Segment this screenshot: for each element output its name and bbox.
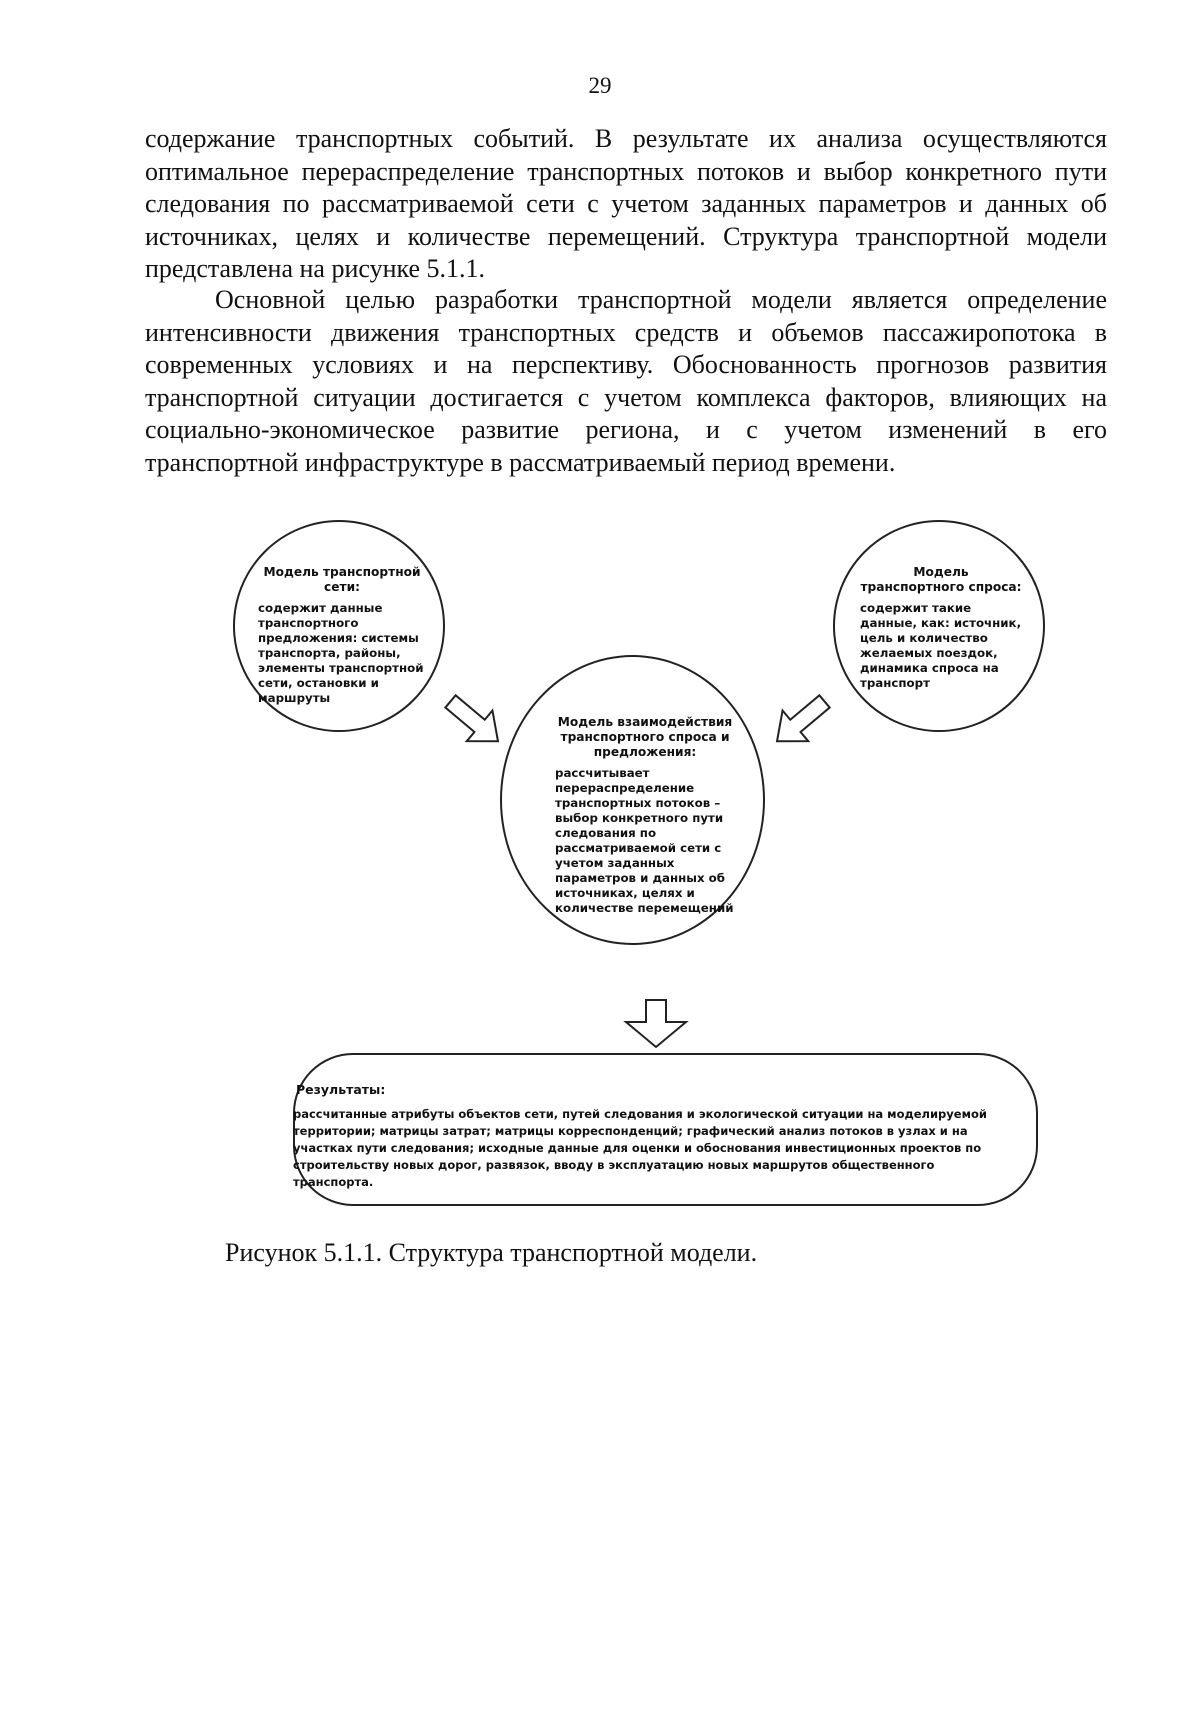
arrow-down-icon <box>626 1000 686 1047</box>
demand-model-title: Модель транспортного спроса: <box>860 565 1022 594</box>
arrow-right-down-icon <box>438 686 511 756</box>
paragraph-2: Основной целью разработки транспортной модели является определение интенсивности движения транспортных средств и объемов пассажиропотока в современных условиях и на перспективу. Обоснованность прогнозов развития транспортной ситуации достигается с учетом комплекса факторов, влияющих на социально-экономическое развитие региона, и с учетом изменений в его транспортной инфраструктуре в рассматриваемый период времени. <box>145 285 1107 477</box>
results-title: Результаты: <box>296 1082 386 1097</box>
page-number: 29 <box>588 73 612 98</box>
demand-model-text: содержит такие данные, как: источник, цель и количество желаемых поездок, динамика спроса на транспорт <box>860 601 1022 690</box>
figure-caption: Рисунок 5.1.1. Структура транспортной модели. <box>225 1238 758 1267</box>
paragraph-1: содержание транспортных событий. В результате их анализа осуществляются оптимальное перераспределение транспортных потоков и выбор конкретного пути следования по рассматриваемой сети с учетом заданных параметров и данных об источниках, целях и количестве перемещений. Структура транспортной модели представлена на рисунке 5.1.1. <box>145 124 1107 283</box>
results-text: рассчитанные атрибуты объектов сети, путей следования и экологической ситуации на моделируемой территории; матрицы затрат; матрицы корреспонденций; графический анализ потоков в узлах и на участках пути следования; исходные данные для оценки и обоснования инвестиционных проектов по строительству новых дорог, развязок, вводу в эксплуатацию новых маршрутов общественного транспорта. <box>293 1107 987 1189</box>
interaction-model-text: рассчитывает перераспределение транспортных потоков – выбор конкретного пути следования по рассматриваемой сети с учетом заданных параметров и данных об источниках, целях и количестве перемещений <box>555 766 734 915</box>
network-model-title: Модель транспортной сети: <box>263 565 421 594</box>
network-model-text: содержит данные транспортного предложения: системы транспорта, районы, элементы транспортной сети, остановки и маршруты <box>258 601 424 705</box>
interaction-model-title: Модель взаимодействия транспортного спроса и предложения: <box>557 715 733 759</box>
arrow-left-down-icon <box>764 686 837 756</box>
